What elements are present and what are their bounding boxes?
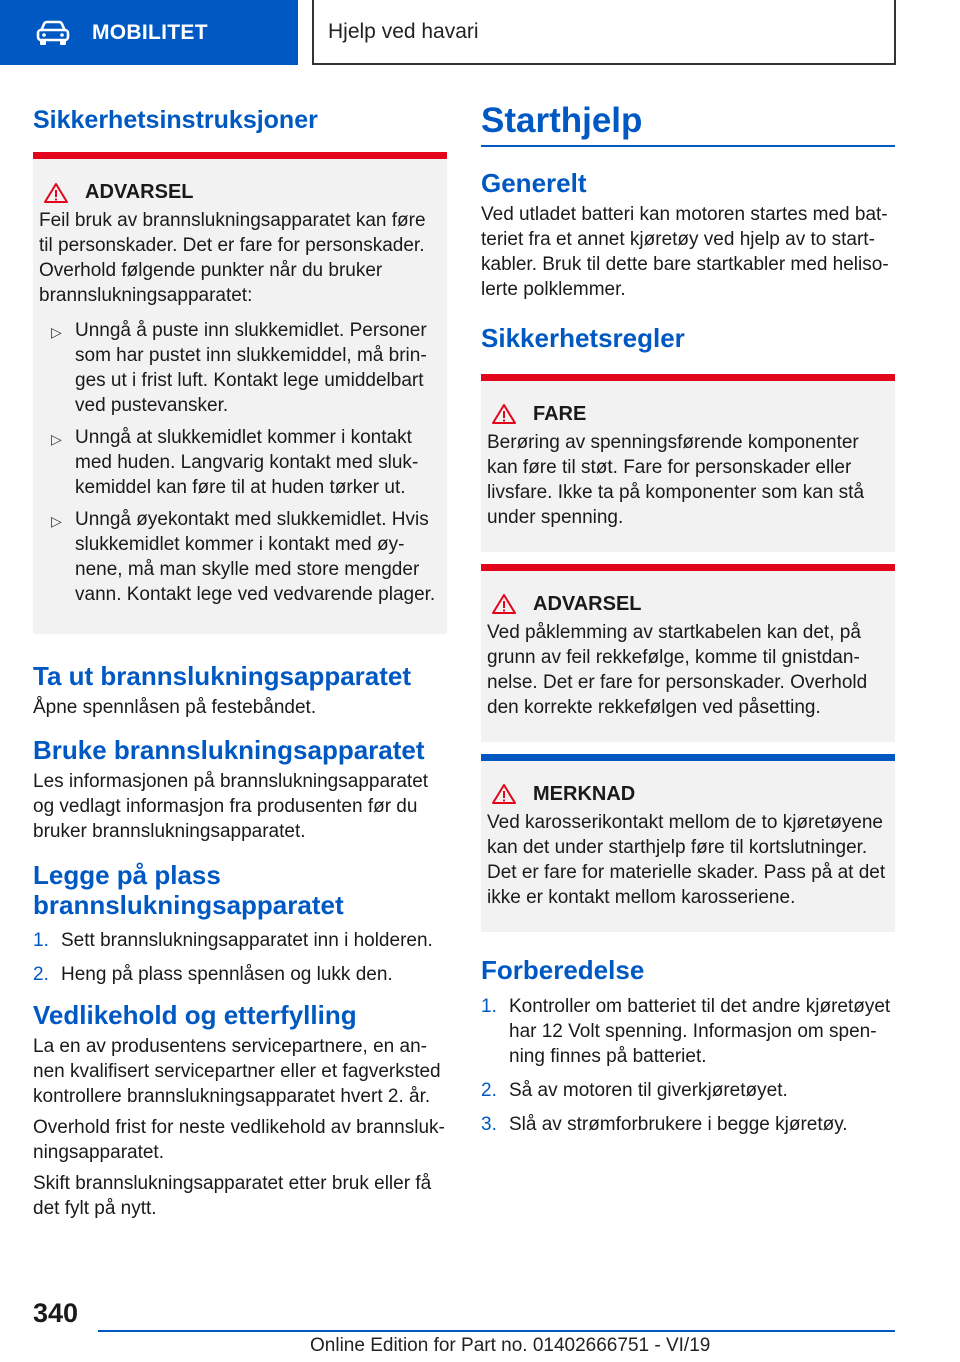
warning-box [481,564,895,742]
header-chapter-label: Hjelp ved havari [328,19,479,43]
general-heading: Generelt [481,168,587,198]
danger-title-row [487,381,889,430]
notice-title: MERKNAD [533,782,636,805]
notice-title-row [487,761,889,810]
page-number: 340 [33,1298,79,1328]
bullet-triangle-icon: ▷ [51,431,62,447]
header-chapter [312,0,896,65]
list-item: 2. Så av motoren til giverkjøretøyet. [481,1079,788,1101]
warning-triangle-icon [491,403,517,425]
list-item: ▷ Unngå å puste inn slukkemidlet. Personer som har pustet inn slukkemiddel, må bringes ut i frist luft. Kontakt lege umiddelbart ved pustevansker. [51,320,427,416]
take-out-text: Åpne spennlåsen på festebåndet. [33,696,317,718]
notice-text: Ved karosserikontakt mellom de to kjøretøyene kan det under starthjelp føre til kortslutninger. Det er fare for materielle skader. Pass på at det ikke er kontakt mellom karosseriene. [487,811,886,908]
use-heading: Bruke brannslukningsapparatet [33,734,425,765]
list-item: ▷ Unngå øyekontakt med slukkemidlet. Hvis slukkemidlet kommer i kontakt med øynene, må man skylle med store mengder vann. Kontakt lege ved vedvarende plager. [51,509,436,605]
danger-title: FARE [533,402,587,425]
warning-title-row [487,571,889,620]
warning-box [33,152,447,634]
danger-text: Berøring av spenningsførende komponenter kan føre til støt. Fare for personskader eller livsfare. Ikke ta på komponenter som kan stå under spenning. [487,431,865,528]
bullet-triangle-icon: ▷ [51,324,62,340]
list-item: 3. Slå av strømforbrukere i begge kjøretøy. [481,1113,848,1135]
take-out-heading: Ta ut brannslukningsapparatet [33,661,412,691]
left-column [33,100,447,1221]
maintenance-text-2: Overhold frist for neste vedlikehold av brannslukningsapparatet. [33,1116,445,1163]
car-icon [36,20,70,46]
notice-box [481,754,895,932]
bullet-triangle-icon: ▷ [51,513,62,529]
right-column [481,100,895,1146]
list-item: 2. Heng på plass spennlåsen og lukk den. [33,963,393,985]
warning-title: ADVARSEL [85,181,194,203]
main-heading: Starthjelp [481,101,643,140]
warning-triangle-icon [43,182,69,204]
place-heading: Legge på plass brannslukningsapparatet [33,859,344,920]
maintenance-text-1: La en av produsentens servicepartnere, en annen kvalifisert servicepartner eller et fagverksted kontrollere brannslukningsapparatet hvert 2. år. [33,1035,441,1107]
rules-heading: Sikkerhetsregler [481,322,685,353]
use-text: Les informasjonen på brannslukningsapparatet og vedlagt informasjon fra produsenten før du bruker brannslukningsapparatet. [33,770,429,842]
warning-text: Feil bruk av brannslukningsapparatet kan føre til personskader. Det er fare for personskader. Overhold følgende punkter når du bruker brannslukningsapparatet: [39,210,426,306]
warning-title: ADVARSEL [533,592,642,615]
general-text: Ved utladet batteri kan motoren startes med batteriet fra et annet kjøretøy ved hjelp av to startkabler. Bruk til dette bare startkabler med helisolerte polklemmer. [481,203,889,300]
place-step-list [33,928,447,987]
preparation-step-list [481,994,895,1137]
maintenance-text-3: Skift brannslukningsapparatet etter bruk eller få det fylt på nytt. [33,1172,432,1219]
safety-heading: Sikkerhetsinstruksjoner [33,106,318,134]
preparation-heading: Forberedelse [481,954,645,985]
warning-triangle-icon [491,593,517,615]
warning-triangle-icon [491,783,517,805]
danger-box [481,374,895,552]
heading-rule [481,145,895,147]
list-item: ▷ Unngå at slukkemidlet kommer i kontakt med huden. Langvarig kontakt med slukkemiddel kan føre til at huden tørker ut. [51,427,419,498]
warning-bullet-list [39,318,441,607]
warning-text: Ved påklemming av startkabelen kan det, på grunn av feil rekkefølge, komme til gnistdannelse. Det er fare for personskader. Overhold den korrekte rekkefølgen ved påsetting. [487,621,868,718]
list-item: 1. Sett brannslukningsapparatet inn i holderen. [33,929,433,951]
list-item: 1. Kontroller om batteriet til det andre kjøretøyet har 12 Volt spenning. Informasjon om spenning finnes på batteriet. [481,995,891,1067]
footer-rule [98,1330,895,1332]
header-section-tab [0,0,298,65]
maintenance-heading: Vedlikehold og etterfylling [33,999,357,1030]
warning-title-row [39,159,441,208]
header-section-label: MOBILITET [92,20,208,44]
footer-edition: Online Edition for Part no. 01402666751 - VI/19 [310,1335,711,1356]
